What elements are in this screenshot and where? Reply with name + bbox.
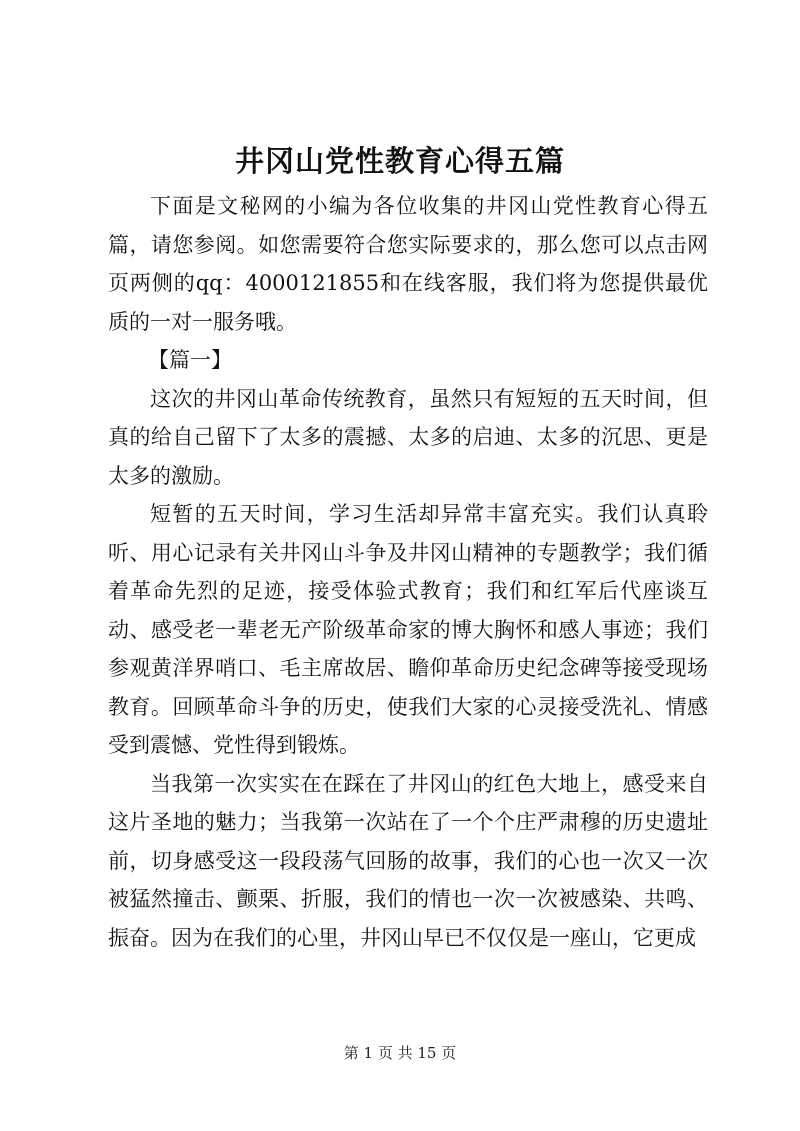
document-body bbox=[108, 187, 708, 957]
intro-paragraph: 下面是文秘网的小编为各位收集的井冈山党性教育心得五篇，请您参阅。如您需要符合您实际要求的，那么您可以点击网页两侧的qq：4000121855和在线客服，我们将为您提供最优质的一对一服务哦。 bbox=[108, 194, 708, 334]
body-paragraph-3: 当我第一次实实在在踩在了井冈山的红色大地上，感受来自这片圣地的魅力；当我第一次站在了一个个庄严肃穆的历史遗址前，切身感受这一段段荡气回肠的故事，我们的心也一次又一次被猛然撞击、颤栗、折服，我们的情也一次一次被感染、共鸣、振奋。因为在我们的心里，井冈山早已不仅仅是一座山，它更成 bbox=[108, 771, 708, 950]
document-title: 井冈山党性教育心得五篇 bbox=[234, 144, 565, 178]
page-footer: 第 1 页 共 15 页 bbox=[343, 1044, 457, 1062]
body-paragraph-1: 这次的井冈山革命传统教育，虽然只有短短的五天时间，但真的给自己留下了太多的震撼、太多的启迪、太多的沉思、更是太多的激励。 bbox=[108, 386, 708, 488]
section-heading: 【篇一】 bbox=[148, 348, 232, 372]
body-paragraph-2: 短暂的五天时间，学习生活却异常丰富充实。我们认真聆听、用心记录有关井冈山斗争及井冈山精神的专题教学；我们循着革命先烈的足迹，接受体验式教育；我们和红军后代座谈互动、感受老一辈老无产阶级革命家的博大胸怀和感人事迹；我们参观黄洋界哨口、毛主席故居、瞻仰革命历史纪念碑等接受现场教育。回顾革命斗争的历史，使我们大家的心灵接受洗礼、情感受到震憾、党性得到锻炼。 bbox=[108, 502, 708, 757]
